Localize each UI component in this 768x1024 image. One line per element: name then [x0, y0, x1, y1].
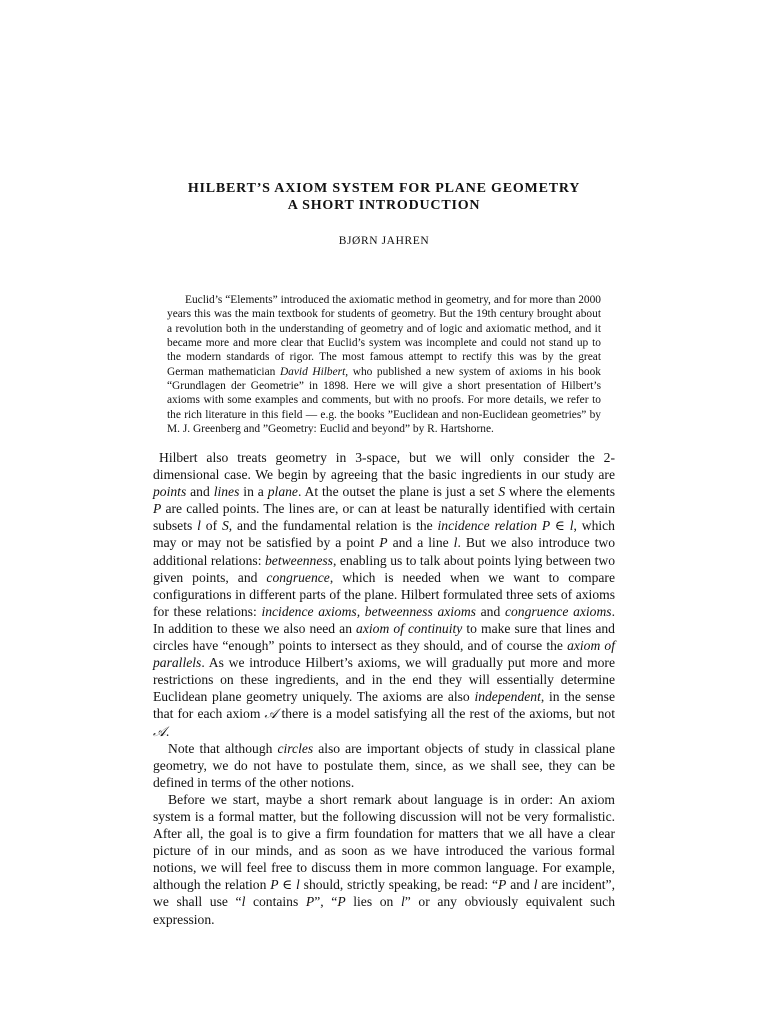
- paragraph-language-remark: [153, 791, 615, 928]
- paper-title-line-1: HILBERT’S AXIOM SYSTEM FOR PLANE GEOMETRY: [187, 181, 581, 196]
- text-run: . As we introduce Hilbert’s axioms, we will gradually put more and more restrictions on these ingredients, and in the end they will essentially determine Euclidean plane geometry uniquely. The axioms are also: [153, 655, 615, 705]
- text-run: . In addition to these we also need an: [153, 603, 615, 636]
- text-run: and: [506, 877, 534, 893]
- paragraph-circles: [153, 740, 615, 791]
- emphasis-lines: lines: [213, 484, 240, 500]
- math-symbol: P: [153, 501, 162, 517]
- text-run: and: [186, 484, 214, 500]
- math-symbol: S: [498, 484, 506, 500]
- math-expression: P ∈ l: [541, 518, 574, 534]
- math-symbol: l: [400, 894, 405, 910]
- text-run: Before we start, maybe a short remark about language is in order: An axiom system is a formal matter, but the following discussion will not be very formalistic. After all, the goal is to give a firm foundation for matters that we all have a clear picture of in our minds, and as soon as we have introduced the various formal notions, we will feel free to discuss them in more common language. For example, although the relation: [153, 791, 615, 893]
- math-symbol: 𝒜: [264, 706, 278, 722]
- paragraph-geometry-ingredients: [153, 449, 615, 740]
- abstract: [167, 293, 601, 436]
- text-run: where the elements: [505, 484, 615, 500]
- emphasis-axiom-of-parallels: axiom of parallels: [153, 638, 615, 671]
- text-run: Hilbert also treats geometry in 3-space, but we will only consider the 2-dimensional case. We begin by agreeing that the basic ingredients in our study are: [153, 450, 615, 483]
- text-run: and: [475, 603, 505, 619]
- text-run: should, strictly speaking, be read: “: [299, 877, 499, 893]
- text-run: also are important objects of study in classical plane geometry, we do not have to postulate them, since, as we shall see, they can be defined in terms of the other notions.: [153, 740, 616, 790]
- emphasis-congruence-axioms: congruence axioms: [504, 603, 612, 619]
- math-symbol: l: [533, 877, 538, 893]
- text-run: of: [200, 518, 222, 534]
- text-run: , in the sense that for each axiom: [153, 689, 615, 722]
- abstract-text: , who published a new system of axioms in his book “Grundlagen der Geometrie” in 1898. Here we will give a short presentation of Hilbert’s axioms with some examples and comments, but with no proofs. For more details, we refer to the rich literature in this field — e.g. the books ”Euclidean and non-Euclidean geometries” by M. J. Greenberg and ”Geometry: Euclid and beyond” by R. Hartshorne.: [167, 365, 601, 436]
- text-run: and a line: [387, 535, 454, 551]
- text-run: to make sure that lines and circles have “enough” points to intersect as they should, and of course the: [153, 620, 615, 654]
- emphasis-points: points: [153, 484, 187, 500]
- text-run: , which is needed when we want to compare configurations in different parts of the plane. Hilbert formulated three sets of axioms for these relations:: [153, 569, 615, 619]
- paper-title-line-2: A SHORT INTRODUCTION: [287, 198, 481, 213]
- text-run: , and the fundamental relation is the: [228, 518, 438, 534]
- text-run: lies on: [345, 894, 401, 910]
- text-run: . But we also introduce two additional relations:: [153, 535, 616, 568]
- text-run: are called points. The lines are, or can at least be naturally identified with certain subsets: [153, 501, 615, 534]
- math-expression: P ∈ l: [270, 877, 300, 893]
- emphasis-plane: plane: [267, 484, 298, 500]
- math-symbol: l: [453, 535, 458, 551]
- text-run: in a: [239, 484, 268, 500]
- text-run: are incident”, we shall use “: [153, 877, 615, 910]
- text-run: , which may or may not be satisfied by a point: [153, 518, 615, 551]
- math-symbol: l: [241, 894, 246, 910]
- math-symbol: P: [337, 894, 346, 910]
- text-run: , enabling us to talk about points lying between two given points, and: [153, 552, 615, 585]
- math-symbol: l: [197, 518, 201, 534]
- author-name: BJØRN JAHREN: [338, 235, 430, 247]
- emphasis-incidence-relation: incidence relation: [437, 518, 538, 534]
- emphasis-axiom-of-continuity: axiom of continuity: [356, 620, 463, 636]
- emphasis-betweenness: betweenness: [265, 552, 333, 568]
- math-symbol: S: [221, 518, 229, 534]
- emphasis-independent: independent: [474, 689, 541, 705]
- math-symbol: P: [379, 535, 388, 551]
- abstract-text: Euclid’s “Elements” introduced the axiomatic method in geometry, and for more than 2000 years this was the main textbook for students of geometry. But the 19th century brought about a revolution both in the understanding of geometry and of logic and axiomatic method, and it became more and more clear that Euclid’s system was incomplete and could not stand up to the modern standards of rigor. The most famous attempt to rectify this was by the great German mathematician: [167, 294, 601, 378]
- text-run: ” or any obviously equivalent such expression.: [153, 894, 616, 927]
- text-run: ”, “: [314, 894, 338, 910]
- text-run: there is a model satisfying all the rest of the axioms, but not: [277, 706, 615, 722]
- text-run: . At the outset the plane is just a set: [297, 484, 499, 500]
- emphasis-congruence: congruence: [266, 569, 330, 585]
- text-run: .: [165, 723, 170, 739]
- math-symbol: P: [305, 894, 315, 910]
- math-symbol: P: [498, 877, 507, 893]
- text-run: Note that although: [168, 740, 278, 756]
- emphasis-axiom-sets: incidence axioms, betweenness axioms: [261, 603, 476, 619]
- emphasis-david-hilbert: David Hilbert: [279, 365, 346, 378]
- emphasis-circles: circles: [277, 740, 314, 756]
- body-text: [153, 449, 615, 928]
- text-run: contains: [245, 894, 306, 910]
- math-symbol: 𝒜: [153, 723, 166, 739]
